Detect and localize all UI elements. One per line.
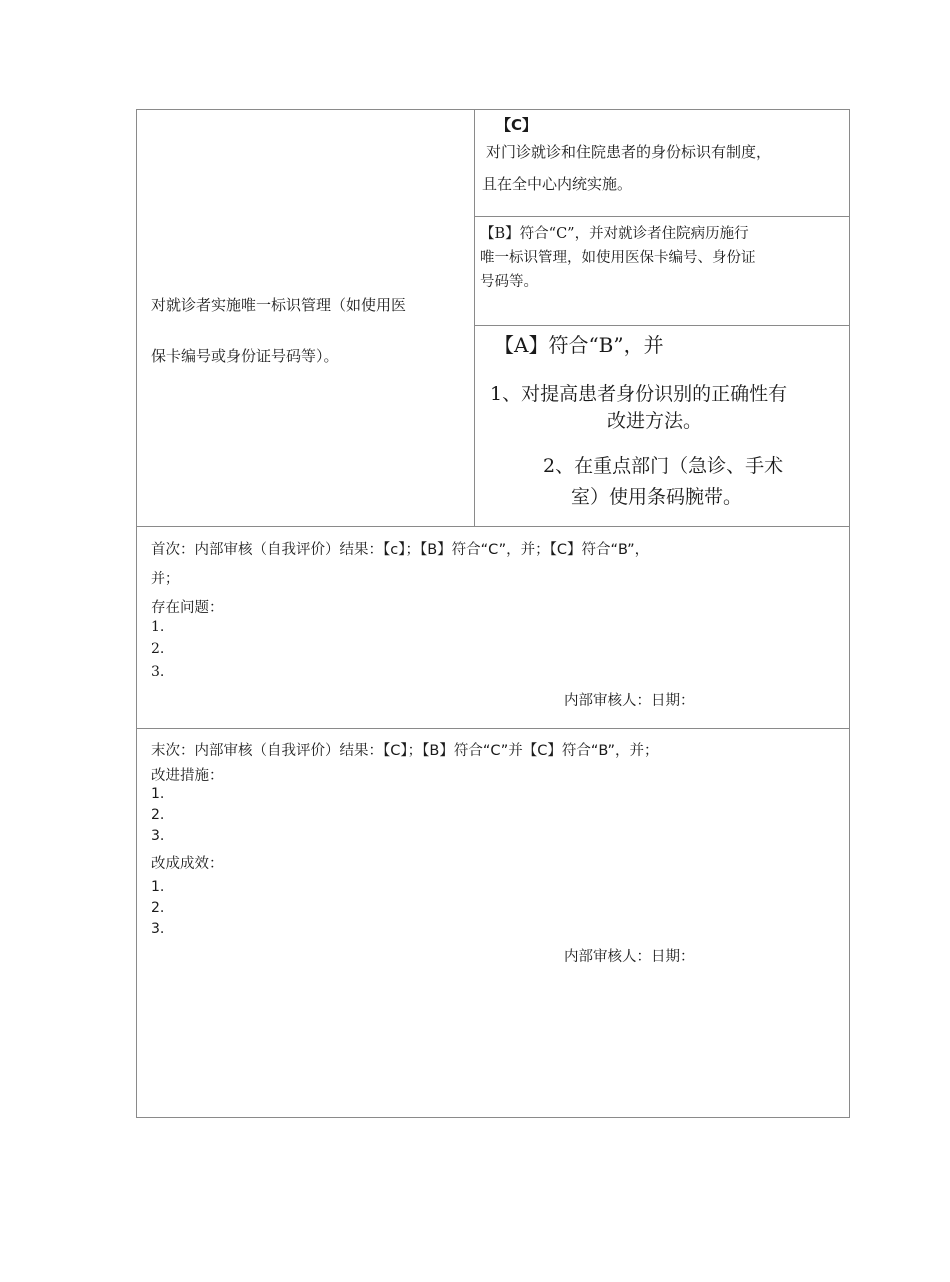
- first-review-issue-1: 1.: [151, 619, 165, 635]
- criterion-line-2: 保卡编号或身份证号码等）。: [151, 347, 339, 365]
- grade-a-item-1-line-1: 1、对提高患者身份识别的正确性有: [490, 383, 788, 405]
- final-review-effects-label: 改成成效：: [151, 856, 224, 872]
- grade-b-a-divider: [474, 325, 850, 326]
- first-review-issue-2: 2.: [151, 641, 165, 657]
- criterion-line-1: 对就诊者实施唯一标识管理（如使用医: [151, 296, 407, 314]
- final-review-measure-3: 3.: [151, 828, 165, 844]
- final-review-effect-1: 1.: [151, 879, 165, 895]
- final-review-measure-1: 1.: [151, 786, 165, 802]
- first-review-bottom-border: [136, 728, 850, 729]
- column-divider: [474, 109, 475, 527]
- grade-a-heading: 【A】符合“B”，并: [494, 333, 664, 357]
- grade-b-line-1: 【B】符合“C”，并对就诊者住院病历施行: [480, 226, 749, 242]
- grade-c-label: 【C】: [496, 116, 538, 134]
- final-review-effect-3: 3.: [151, 921, 165, 937]
- first-review-result-line-1: 首次：内部审核（自我评价）结果：【c】；【B】符合“C”，并；【C】符合“B”，: [151, 542, 650, 558]
- final-review-measure-2: 2.: [151, 807, 165, 823]
- final-review-effect-2: 2.: [151, 900, 165, 916]
- final-review-measures-label: 改进措施：: [151, 768, 224, 784]
- first-review-issue-3: 3.: [151, 664, 165, 680]
- final-review-signature: 内部审核人：日期：: [564, 949, 695, 965]
- grade-b-line-3: 号码等。: [480, 274, 538, 290]
- top-section-bottom-border: [136, 526, 850, 527]
- grade-c-line-1: 对门诊就诊和住院患者的身份标识有制度，: [486, 143, 772, 161]
- first-review-result-line-2: 并；: [151, 571, 179, 587]
- grade-a-item-2-line-2: 室）使用条码腕带。: [571, 486, 743, 508]
- grade-a-item-2-line-1: 2、在重点部门（急诊、手术: [543, 455, 784, 477]
- grade-c-line-2: 且在全中心内统实施。: [482, 175, 633, 193]
- final-review-result-line: 末次：内部审核（自我评价）结果：【C】；【B】符合“C”并【C】符合“B”，并；: [151, 743, 659, 759]
- first-review-signature: 内部审核人：日期：: [564, 693, 695, 709]
- grade-a-item-1-line-2: 改进方法。: [607, 410, 703, 432]
- grade-b-line-2: 唯一标识管理，如使用医保卡编号、身份证: [480, 250, 756, 266]
- first-review-issues-label: 存在问题：: [151, 600, 224, 616]
- grade-c-b-divider: [474, 216, 850, 217]
